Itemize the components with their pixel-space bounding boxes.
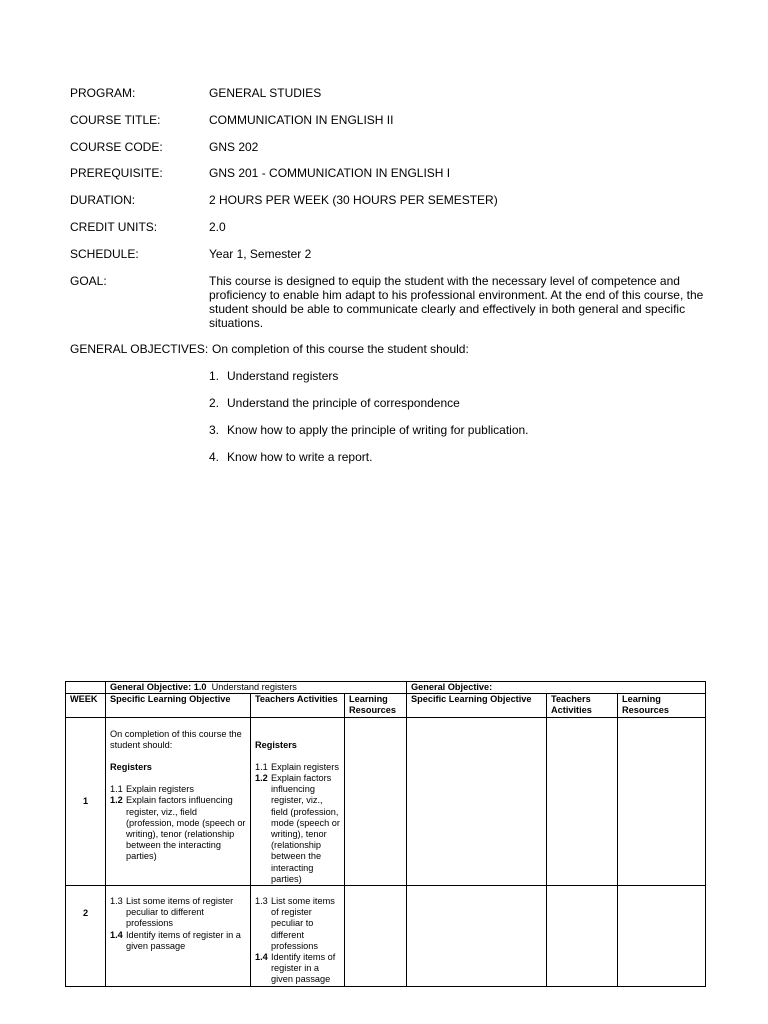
course-code-row [70, 140, 710, 154]
empty-cell [345, 886, 407, 987]
item-text: List some items of register peculiar to different professions [126, 896, 234, 929]
objective-number: 4. [209, 449, 220, 464]
list-item [110, 784, 246, 795]
course-schedule-table [65, 681, 706, 987]
prerequisite-value: GNS 201 - COMMUNICATION IN ENGLISH I [209, 166, 451, 181]
program-label: PROGRAM: [70, 86, 136, 100]
item-text: Explain registers [271, 761, 339, 772]
week-number: 2 [66, 886, 106, 987]
list-item [110, 795, 246, 862]
item-text: Explain factors influencing register, viz., field (profession, mode (speech or writing), tenor (relationship between the interacting parties) [271, 773, 340, 884]
empty-cell [407, 717, 547, 885]
goal-text: This course is designed to equip the student with the necessary level of competence and proficiency to enable him adapt to his professional environment. At the end of this course, the student should be able to communicate clearly and effectively in both general and specific situations. [209, 273, 704, 330]
empty-cell [618, 717, 706, 885]
program-row [70, 86, 710, 100]
item-number: 1.1 [255, 761, 268, 772]
objective-text: Know how to apply the principle of writing for publication. [227, 422, 529, 437]
left-general-objective-text: Understand registers [211, 682, 297, 692]
credit-units-row [70, 220, 710, 234]
table-header-row [66, 694, 706, 717]
list-item [255, 773, 340, 885]
empty-cell [547, 886, 618, 987]
item-number: 1.3 [255, 896, 268, 907]
week2-teachers-activities [251, 886, 345, 987]
course-title-row [70, 113, 710, 127]
list-item [110, 896, 246, 930]
course-code-label: COURSE CODE: [70, 139, 163, 154]
objective-text: Know how to write a report. [227, 449, 373, 464]
right-general-objective-label: General Objective: [407, 682, 706, 694]
item-number: 1.2 [110, 795, 123, 806]
header-teachers-activities: Teachers Activities [251, 694, 345, 717]
list-item [255, 952, 340, 986]
objective-text: Understand registers [227, 369, 339, 384]
empty-cell [618, 886, 706, 987]
duration-value: 2 HOURS PER WEEK (30 HOURS PER SEMESTER) [209, 193, 498, 208]
item-text: Explain factors influencing register, viz., field (profession, mode (speech or writing), tenor (relationship between the interacting parties) [126, 795, 246, 862]
program-value: GENERAL STUDIES [209, 86, 322, 100]
header-week: WEEK [66, 694, 106, 717]
empty-cell [407, 886, 547, 987]
general-objectives-row [70, 342, 710, 356]
week2-specific-learning-objective [106, 886, 251, 987]
objective-number: 1. [209, 369, 220, 384]
slo-heading: Registers [110, 762, 152, 773]
left-general-objective-label: General Objective: 1.0 [110, 682, 207, 692]
table-row-week-2 [66, 886, 706, 987]
header-specific-learning-objective-right: Specific Learning Objective [407, 694, 547, 717]
item-text: Explain registers [126, 784, 194, 795]
ta-heading: Registers [255, 739, 297, 750]
general-objectives-list [209, 369, 710, 463]
left-general-objective [106, 682, 407, 694]
objective-text: Understand the principle of correspondence [227, 395, 460, 410]
header-specific-learning-objective: Specific Learning Objective [106, 694, 251, 717]
goal-label: GOAL: [70, 273, 107, 288]
item-number: 1.2 [255, 773, 268, 784]
schedule-value: Year 1, Semester 2 [209, 246, 312, 261]
item-text: Identify items of register in a given passage [126, 929, 241, 951]
item-number: 1.4 [110, 929, 123, 940]
schedule-label: SCHEDULE: [70, 246, 139, 261]
list-item [255, 896, 340, 952]
objective-item [209, 423, 710, 437]
course-title-value: COMMUNICATION IN ENGLISH II [209, 112, 394, 127]
general-objectives-label: GENERAL OBJECTIVES: [70, 342, 209, 357]
header-learning-resources: Learning Resources [345, 694, 407, 717]
header-teachers-activities-right: Teachers Activities [547, 694, 618, 717]
course-code-value: GNS 202 [209, 139, 259, 154]
empty-cell [345, 717, 407, 885]
general-objective-row [66, 682, 706, 694]
objective-item [209, 450, 710, 464]
objective-number: 2. [209, 395, 220, 410]
objective-item [209, 369, 710, 383]
goal-row [70, 274, 710, 330]
week1-specific-learning-objective [106, 717, 251, 885]
prerequisite-row [70, 166, 710, 180]
header-learning-resources-right: Learning Resources [618, 694, 706, 717]
duration-row [70, 193, 710, 207]
credit-units-value: 2.0 [209, 219, 226, 234]
table-row-week-1 [66, 717, 706, 885]
course-title-label: COURSE TITLE: [70, 112, 161, 127]
week-number: 1 [66, 717, 106, 885]
credit-units-label: CREDIT UNITS: [70, 219, 158, 234]
general-objectives-intro: On completion of this course the student should: [212, 342, 469, 357]
item-number: 1.3 [110, 896, 123, 907]
schedule-row [70, 247, 710, 261]
list-item [110, 930, 246, 952]
item-text: List some items of register peculiar to different professions [271, 896, 335, 951]
slo-intro: On completion of this course the student should: [110, 728, 242, 750]
list-item [255, 762, 340, 773]
week1-teachers-activities [251, 717, 345, 885]
prerequisite-label: PREREQUISITE: [70, 166, 163, 181]
empty-cell [66, 682, 106, 694]
item-number: 1.4 [255, 952, 268, 963]
empty-cell [547, 717, 618, 885]
objective-item [209, 396, 710, 410]
objective-number: 3. [209, 422, 220, 437]
item-number: 1.1 [110, 784, 123, 795]
course-info [70, 86, 710, 476]
duration-label: DURATION: [70, 193, 136, 208]
item-text: Identify items of register in a given passage [271, 952, 336, 985]
